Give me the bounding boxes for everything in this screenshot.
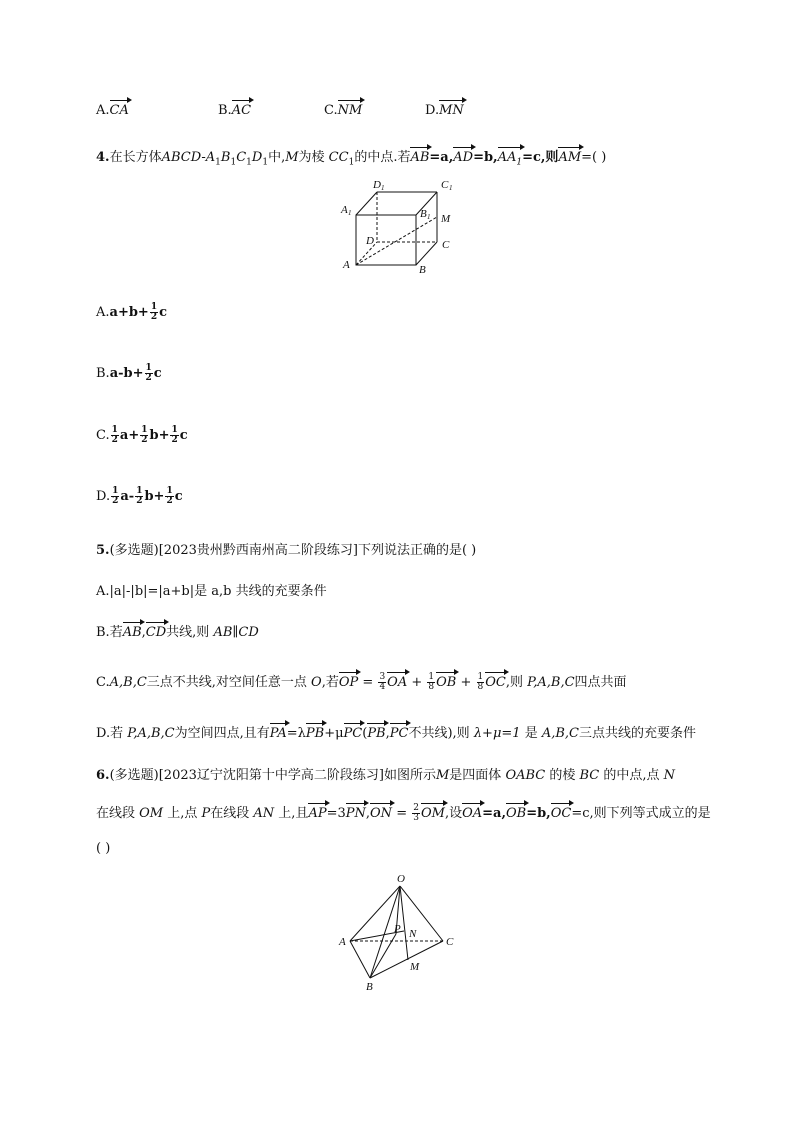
option-text: c bbox=[159, 305, 168, 320]
stem-text: 为棱 bbox=[298, 150, 325, 165]
q6-stem-line1: 6.(多选题)[2023辽宁沈阳第十中学高二阶段练习]如图所示M是四面体 OABC 的棱 BC 的中点,点 N bbox=[96, 768, 676, 783]
q4-option-d: D. $\frac{1}{2}$ a- $\frac{1}{2}$ b+ $\frac{1}{2}$ c bbox=[96, 486, 183, 506]
vector-cd: CD bbox=[145, 625, 167, 640]
label-a1: A bbox=[341, 204, 348, 216]
option-letter: B. bbox=[218, 103, 232, 118]
option-text: a+b+ bbox=[109, 305, 149, 320]
stem-text: 的中点.若 bbox=[354, 150, 411, 165]
vector-ca: CA bbox=[109, 103, 129, 118]
q3-option-b bbox=[218, 103, 251, 118]
option-letter: A. bbox=[96, 305, 110, 320]
option-letter: D. bbox=[96, 489, 111, 504]
vector-pa: PA bbox=[269, 726, 287, 741]
label-c: C bbox=[442, 239, 450, 251]
q4-option-c: C. $\frac{1}{2}$ a+ $\frac{1}{2}$ b+ $\frac{1}{2}$ c bbox=[96, 425, 188, 445]
label-d: D bbox=[366, 235, 374, 247]
q5-option-d: D.若 P,A,B,C为空间四点,且有PA=λPB+μPC(PB,PC不共线),则 λ+μ=1 是 A,B,C三点共线的充要条件 bbox=[96, 726, 696, 741]
stem-text: =b, bbox=[473, 150, 498, 165]
q4-stem: 4.在长方体ABCD-$A_1B_1C_1D_1$中,M为棱 $CC_1$的中点.若$AB=a,AD=b,AA_1=c$,则AM=( ) bbox=[96, 150, 607, 168]
label-b1: B bbox=[420, 208, 427, 220]
q6-stem-line2: 在线段 OM 上,点 P在线段 AN 上,且AP=3PN,ON = $\frac{2}{3}$ OM,设OA=a,OB=b,OC=c,则下列等式成立的是 bbox=[96, 803, 711, 823]
label-p: P bbox=[394, 923, 401, 935]
stem-text: =c,则 bbox=[522, 150, 559, 165]
q4-option-a: A.a+b+ $\frac{1}{2}$ c bbox=[96, 302, 168, 322]
question-source: [2023贵州黔西南州高二阶段练习] bbox=[158, 543, 358, 558]
question-source: [2023辽宁沈阳第十中学高二阶段练习] bbox=[158, 768, 384, 783]
vector-oc: OC bbox=[550, 806, 572, 821]
vector-op: OP bbox=[338, 675, 359, 690]
vector-oc: OC bbox=[485, 675, 506, 690]
label-n: N bbox=[409, 928, 417, 940]
label-c: C bbox=[446, 936, 454, 948]
label-o: O bbox=[397, 873, 405, 885]
vector-ab: AB bbox=[122, 625, 142, 640]
q5-option-c: C.A,B,C三点不共线,对空间任意一点 O,若OP = $\frac{3}{4}$ OA + $\frac{1}{8}$ OB + $\frac{1}{8}$ OC,则 P,A,B,C四点共面 bbox=[96, 672, 627, 692]
stem-text: 下列说法正确的是( ) bbox=[357, 543, 477, 558]
label-b: B bbox=[419, 264, 426, 276]
vector-nm: NM bbox=[337, 103, 363, 118]
q5-stem bbox=[96, 539, 476, 558]
vector-on: ON bbox=[370, 806, 393, 821]
vector-pb: PB bbox=[305, 726, 325, 741]
svg-text:1: 1 bbox=[348, 209, 352, 217]
option-letter: D. bbox=[425, 103, 440, 118]
question-tag: (多选题) bbox=[109, 543, 159, 558]
q3-option-a bbox=[96, 103, 129, 118]
question-number: 5. bbox=[96, 543, 110, 558]
label-a: A bbox=[339, 936, 346, 948]
vector-om: OM bbox=[420, 806, 445, 821]
option-text: a-b+ bbox=[109, 366, 144, 381]
vector-pc: PC bbox=[343, 726, 363, 741]
option-letter: C. bbox=[324, 103, 338, 118]
tetrahedron-figure bbox=[336, 872, 466, 994]
vector-ob: OB bbox=[505, 806, 527, 821]
label-a: A bbox=[343, 259, 350, 271]
option-letter: B. bbox=[96, 366, 110, 381]
vector-ac: AC bbox=[231, 103, 252, 118]
option-text: c bbox=[153, 366, 162, 381]
answer-blank: =( ) bbox=[581, 150, 607, 165]
vector-aa1: $AA_1$ bbox=[497, 150, 523, 168]
svg-text:1: 1 bbox=[381, 184, 385, 192]
option-letter: A. bbox=[96, 103, 110, 118]
stem-text: 中, bbox=[268, 150, 286, 165]
vector-am: AM bbox=[558, 150, 582, 165]
label-m: M bbox=[441, 213, 451, 225]
svg-text:1: 1 bbox=[427, 213, 431, 221]
cuboid-figure bbox=[336, 172, 466, 278]
q5-option-b: B.若AB,CD共线,则 AB∥CD bbox=[96, 625, 259, 640]
vector-ad: AD bbox=[453, 150, 474, 165]
question-number: 4. bbox=[96, 150, 110, 165]
option-letter: C. bbox=[96, 428, 110, 443]
q3-option-c bbox=[324, 103, 362, 118]
vector-oa: OA bbox=[387, 675, 408, 690]
segment-om bbox=[400, 886, 408, 960]
vector-ob: OB bbox=[436, 675, 457, 690]
vector-ap: AP bbox=[308, 806, 327, 821]
point-m: M bbox=[285, 150, 299, 165]
q4-option-b: B.a-b+ $\frac{1}{2}$ c bbox=[96, 363, 162, 383]
option-letter: A. bbox=[96, 584, 110, 599]
question-tag: (多选题) bbox=[109, 768, 159, 783]
stem-text: =a, bbox=[429, 150, 454, 165]
option-text: |a|-|b|=|a+b|是 a,b 共线的充要条件 bbox=[109, 584, 327, 599]
vector-mn: MN bbox=[439, 103, 464, 118]
label-d1: D bbox=[373, 179, 381, 191]
q6-answer-blank: ( ) bbox=[96, 841, 111, 856]
vector-ab: AB bbox=[410, 150, 430, 165]
svg-text:1: 1 bbox=[449, 184, 453, 192]
question-number: 6. bbox=[96, 768, 110, 783]
vector-oa: OA bbox=[462, 806, 483, 821]
front-face bbox=[356, 215, 416, 265]
edge-cc1: CC bbox=[328, 150, 349, 165]
q3-option-d bbox=[425, 103, 464, 118]
q5-option-a bbox=[96, 580, 327, 599]
vector-pn: PN bbox=[345, 806, 366, 821]
solid-name: ABCD-A bbox=[161, 150, 216, 165]
label-m: M bbox=[410, 961, 420, 973]
label-c1: C bbox=[441, 179, 449, 191]
stem-text: 在长方体 bbox=[109, 150, 162, 165]
label-b: B bbox=[366, 981, 373, 993]
